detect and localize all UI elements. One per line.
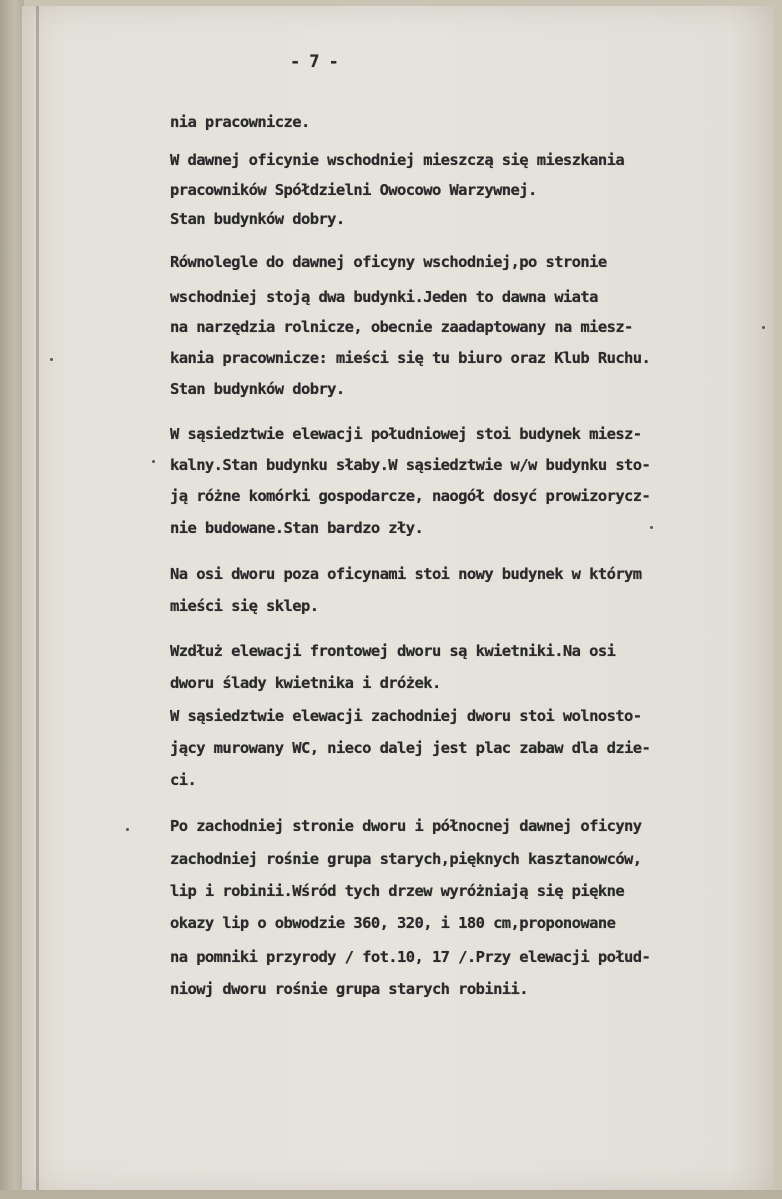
text-line: niowj dworu rośnie grupa starych robinii.: [170, 980, 529, 998]
text-line: jący murowany WC, nieco dalej jest plac zabaw dla dzie-: [170, 739, 651, 757]
paper-speck: [126, 828, 129, 831]
text-line: Wzdłuż elewacji frontowej dworu są kwietniki.Na osi: [170, 642, 616, 660]
text-line: Stan budynków dobry.: [170, 210, 345, 228]
text-line: nia pracownicze.: [170, 113, 310, 131]
text-line: na pomniki przyrody / fot.10, 17 /.Przy elewacji połud-: [170, 948, 651, 966]
text-line: na narzędzia rolnicze, obecnie zaadaptowany na miesz-: [170, 318, 633, 336]
text-line: Po zachodniej stronie dworu i północnej dawnej oficyny: [170, 817, 642, 835]
text-line: wschodniej stoją dwa budynki.Jeden to dawna wiata: [170, 288, 598, 306]
page-number: - 7 -: [290, 52, 339, 72]
text-line: Na osi dworu poza oficynami stoi nowy budynek w którym: [170, 565, 642, 583]
text-line: W sąsiedztwie elewacji południowej stoi budynek miesz-: [170, 425, 642, 443]
text-line: mieści się sklep.: [170, 597, 319, 615]
paper-speck: [762, 326, 765, 329]
text-line: zachodniej rośnie grupa starych,pięknych kasztanowców,: [170, 850, 642, 868]
text-line: dworu ślady kwietnika i dróżek.: [170, 674, 441, 692]
text-line: okazy lip o obwodzie 360, 320, i 180 cm,proponowane: [170, 914, 616, 932]
text-line: pracowników Spółdzielni Owocowo Warzywnej.: [170, 181, 537, 199]
paper-speck: [152, 460, 155, 463]
text-line: lip i robinii.Wśród tych drzew wyróżniają się piękne: [170, 882, 625, 900]
page-bottom-edge: [0, 1190, 782, 1199]
text-line: ją różne komórki gospodarcze, naogół dosyć prowizorycz-: [170, 487, 651, 505]
text-line: kania pracownicze: mieści się tu biuro oraz Klub Ruchu.: [170, 349, 651, 367]
text-line: kalny.Stan budynku słaby.W sąsiedztwie w/w budynku sto-: [170, 456, 651, 474]
document-page: [22, 6, 774, 1192]
text-line: nie budowane.Stan bardzo zły.: [170, 519, 424, 537]
text-line: Równolegle do dawnej oficyny wschodniej,po stronie: [170, 253, 607, 271]
text-line: W dawnej oficynie wschodniej mieszczą się mieszkania: [170, 151, 625, 169]
text-line: W sąsiedztwie elewacji zachodniej dworu stoi wolnosto-: [170, 707, 642, 725]
text-line: Stan budynków dobry.: [170, 380, 345, 398]
binding-edge: [0, 0, 24, 1199]
paper-speck: [650, 526, 653, 529]
text-line: ci.: [170, 771, 197, 789]
paper-speck: [50, 358, 53, 361]
page-fold-shadow: [36, 6, 39, 1192]
